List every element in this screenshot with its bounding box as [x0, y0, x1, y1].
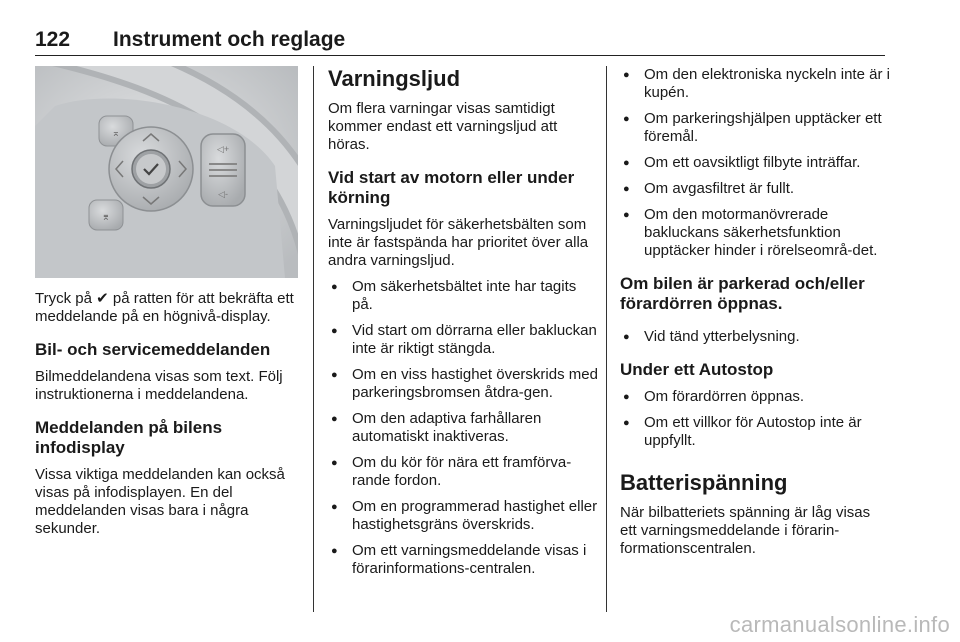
heading-autostop: Under ett Autostop — [620, 360, 774, 379]
autostop-bullet-list — [620, 388, 890, 450]
engine-start-bullet-list — [328, 278, 600, 578]
parked-bullet-list — [620, 328, 890, 346]
svg-text:◁+: ◁+ — [216, 144, 230, 154]
watermark: carmanualsonline.info — [729, 612, 950, 637]
svg-text:◁-: ◁- — [218, 189, 228, 199]
column-1 — [35, 290, 307, 538]
service-messages-paragraph: Bilmeddelandena visas som text. Följ instruktionerna i meddelandena. — [35, 368, 283, 403]
heading-parked: Om bilen är parkerad och/eller förardörren öppnas. — [620, 274, 865, 313]
steering-wheel-controls-figure — [35, 66, 298, 278]
list-item: ● Om ett villkor för Autostop inte är uppfyllt. — [620, 414, 890, 450]
confirm-message-paragraph: Tryck på ✔ på ratten för att bekräfta ett meddelande på en högnivå-display. — [35, 290, 294, 325]
list-item: ● Om avgasfiltret är fullt. — [620, 180, 890, 198]
heading-engine-start: Vid start av motorn eller under körning — [328, 168, 575, 207]
list-item: ● Om ett varningsmeddelande visas i förarinformations-centralen. — [328, 542, 600, 578]
engine-start-paragraph: Varningsljudet för säkerhetsbälten som inte är fastspända har prioritet över alla andra varningsljud. — [328, 216, 589, 269]
list-item: ● Om den elektroniska nyckeln inte är i kupén. — [620, 66, 890, 102]
page-header — [35, 26, 885, 56]
list-item: ● Om du kör för nära ett framförva-rande fordon. — [328, 454, 600, 490]
svg-text:⌆: ⌆ — [101, 212, 111, 223]
column-divider-1 — [313, 66, 314, 612]
section-title-warning-sounds: Varningsljud — [328, 66, 461, 91]
list-item: ● Vid tänd ytterbelysning. — [620, 328, 890, 346]
list-item: ● Om en programmerad hastighet eller hastighetsgräns överskrids. — [328, 498, 600, 534]
column-divider-2 — [606, 66, 607, 612]
list-item: ● Om parkeringshjälpen upptäcker ett föremål. — [620, 110, 890, 146]
warning-bullet-list — [620, 66, 890, 260]
heading-infodisplay: Meddelanden på bilens infodisplay — [35, 418, 223, 457]
svg-text:⌅: ⌅ — [111, 128, 121, 139]
list-item: ● Om en viss hastighet överskrids med parkeringsbromsen åtdra-gen. — [328, 366, 600, 402]
steering-wheel-icon — [35, 66, 298, 278]
header-rule — [35, 55, 885, 56]
column-3 — [620, 66, 890, 558]
chapter-title: Instrument och reglage — [113, 28, 346, 51]
list-item: ● Om den motormanövrerade bakluckans säkerhetsfunktion upptäcker hinder i rörelseområ-det. — [620, 206, 890, 260]
section-title-battery-voltage: Batterispänning — [620, 470, 788, 495]
list-item: ● Vid start om dörrarna eller bakluckan inte är riktigt stängda. — [328, 322, 600, 358]
battery-voltage-paragraph: När bilbatteriets spänning är låg visas ett varningsmeddelande i förarin-formationscentralen. — [620, 504, 871, 557]
heading-service-messages: Bil- och servicemeddelanden — [35, 340, 271, 359]
list-item: ● Om ett oavsiktligt filbyte inträffar. — [620, 154, 890, 172]
warning-sounds-intro: Om flera varningar visas samtidigt kommer endast ett varningsljud att höras. — [328, 100, 558, 153]
list-item: ● Om den adaptiva farhållaren automatiskt inaktiveras. — [328, 410, 600, 446]
column-2 — [328, 66, 600, 578]
list-item: ● Om förardörren öppnas. — [620, 388, 890, 406]
list-item: ● Om säkerhetsbältet inte har tagits på. — [328, 278, 600, 314]
infodisplay-paragraph: Vissa viktiga meddelanden kan också visas på infodisplayen. En del meddelanden visas bara i några sekunder. — [35, 466, 285, 537]
page-number: 122 — [35, 28, 71, 51]
